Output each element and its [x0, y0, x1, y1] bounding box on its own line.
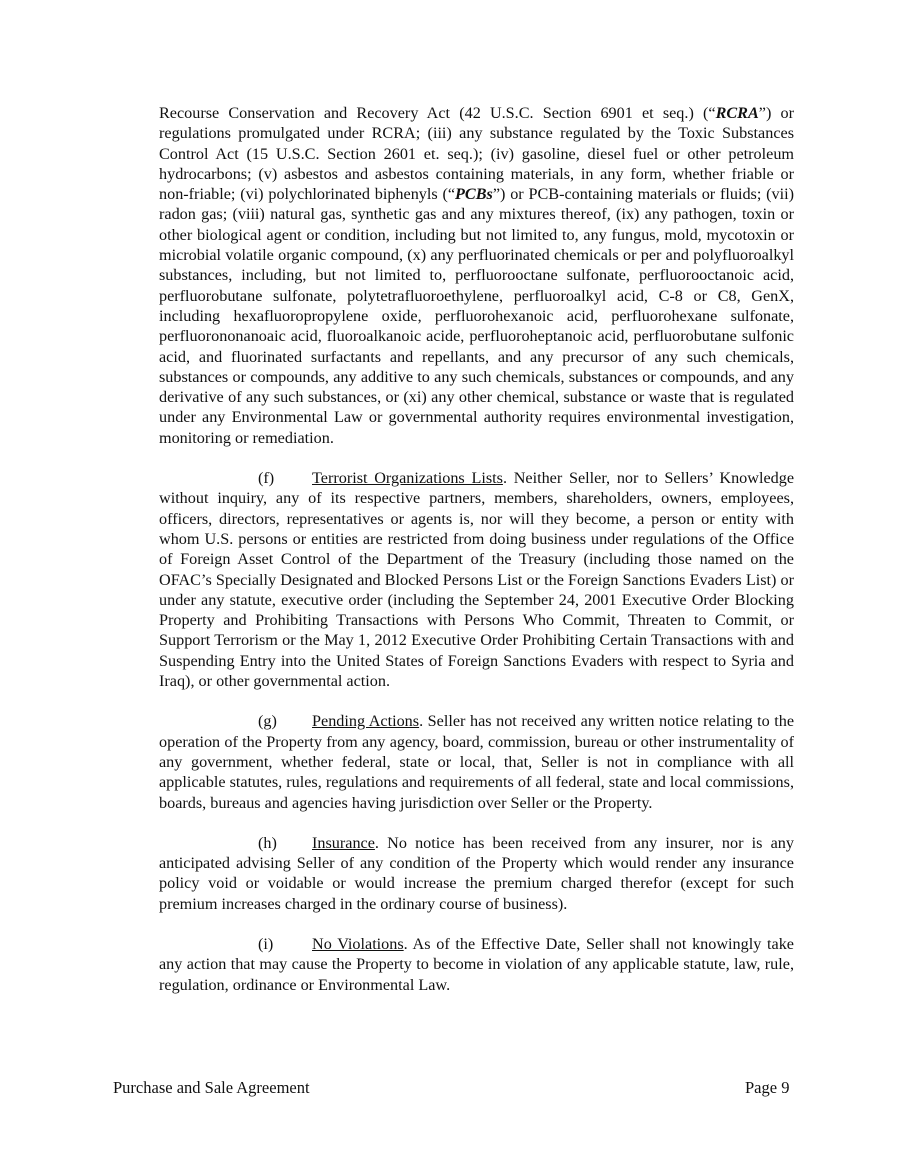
section-i — [159, 934, 794, 995]
section-text: . No notice has been received from any insurer, nor is any anticipated advising Seller of any condition of the Property which would render any insurance policy void or voidable or would increase the premium charged therefor (except for such premium increases charged in the ordinary course of business). — [159, 833, 794, 913]
section-text: . As of the Effective Date, Seller shall not knowingly take any action that may cause the Property to become in violation of any applicable statute, law, rule, regulation, ordinance or Environmental Law. — [159, 934, 794, 994]
defined-term-rcra: RCRA — [715, 104, 759, 122]
section-label: (g) — [258, 712, 277, 731]
section-label: (f) — [258, 469, 275, 488]
paragraph-definition-continuation — [159, 103, 794, 448]
section-title: Terrorist Organizations Lists — [312, 469, 503, 488]
text-run: Recourse Conservation and Recovery Act (42 U.S.C. Section 6901 et seq.) (“ — [159, 104, 716, 122]
section-text: . Neither Seller, nor to Sellers’ Knowledge without inquiry, any of its respective partners, members, shareholders, owners, employees, officers, directors, representatives or agents is, nor will they become, a person or entity with whom U.S. persons or entities are restricted from doing business under regulations of the Office of Foreign Asset Control of the Department of the Treasury (including those named on the OFAC’s Specially Designated and Blocked Persons List or the Foreign Sanctions Evaders List) or under any statute, executive order (including the September 24, 2001 Executive Order Blocking Property and Prohibiting Transactions with Persons Who Commit, Threaten to Commit, or Support Terrorism or the May 1, 2012 Executive Order Prohibiting Certain Transactions with and Suspending Entry into the United States of Foreign Sanctions Evaders with respect to Syria and Iraq), or other governmental action. — [159, 469, 795, 691]
section-g — [159, 711, 794, 812]
section-text: . Seller has not received any written notice relating to the operation of the Property from any agency, board, commission, bureau or other instrumentality of any government, whether federal, state or local, that, Seller is not in compliance with all applicable statutes, rules, regulations and requirements of all federal, state and local commissions, boards, bureaus and agencies having jurisdiction over Seller or the Property. — [159, 712, 794, 812]
section-title: Insurance — [312, 833, 375, 852]
section-label: (i) — [258, 934, 274, 953]
text-run: ”) or PCB-containing materials or fluids; (vii) radon gas; (viii) natural gas, synthetic gas and any mixtures thereof, (ix) any pathogen, toxin or other biological agent or condition, including but not limited to, any fungus, mold, mycotoxin or microbial volatile organic compound, (x) any perfluorinated chemicals or per and polyfluoroalkyl substances, including, but not limited to, perfluorooctane sulfonate, perfluorooctanoic acid, perfluorobutane sulfonate, polytetrafluoroethylene, perfluoroalkyl acid, C-8 or C8, GenX, including hexafluoropropylene oxide, perfluorohexanoic acid, perfluorohexane sulfonate, perfluorononanoaic acid, fluoroalkanoic acide, perfluoroheptanoic acid, perfluorobutane sulfonic acid, and fluorinated surfactants and repellants, and any precursor of any such chemicals, substances or compounds, any additive to any such chemicals, substances or compounds, and any derivative of any such substances, or (xi) any other chemical, substance or waste that is regulated under any Environmental Law or governmental authority requires environmental investigation, monitoring or remediation. — [159, 185, 794, 447]
section-h — [159, 833, 794, 914]
footer-page-number: Page 9 — [745, 1078, 790, 1097]
section-f — [159, 468, 794, 691]
defined-term-pcbs: PCBs — [455, 185, 493, 204]
section-label: (h) — [258, 833, 277, 852]
footer-document-title: Purchase and Sale Agreement — [113, 1078, 310, 1097]
text-run: ”) or regulations promulgated under RCRA; (iii) any substance regulated by the Toxic Substances Control Act (15 U.S.C. Section 2601 et. seq.); (iv) gasoline, diesel fuel or other petroleum hydrocarbons; (v) asbestos and asbestos containing materials, in any form, whether friable or non-friable; (vi) polychlorinated biphenyls (“ — [159, 104, 794, 204]
section-title: No Violations — [312, 934, 404, 953]
document-body — [159, 103, 794, 1015]
section-title: Pending Actions — [312, 712, 420, 731]
